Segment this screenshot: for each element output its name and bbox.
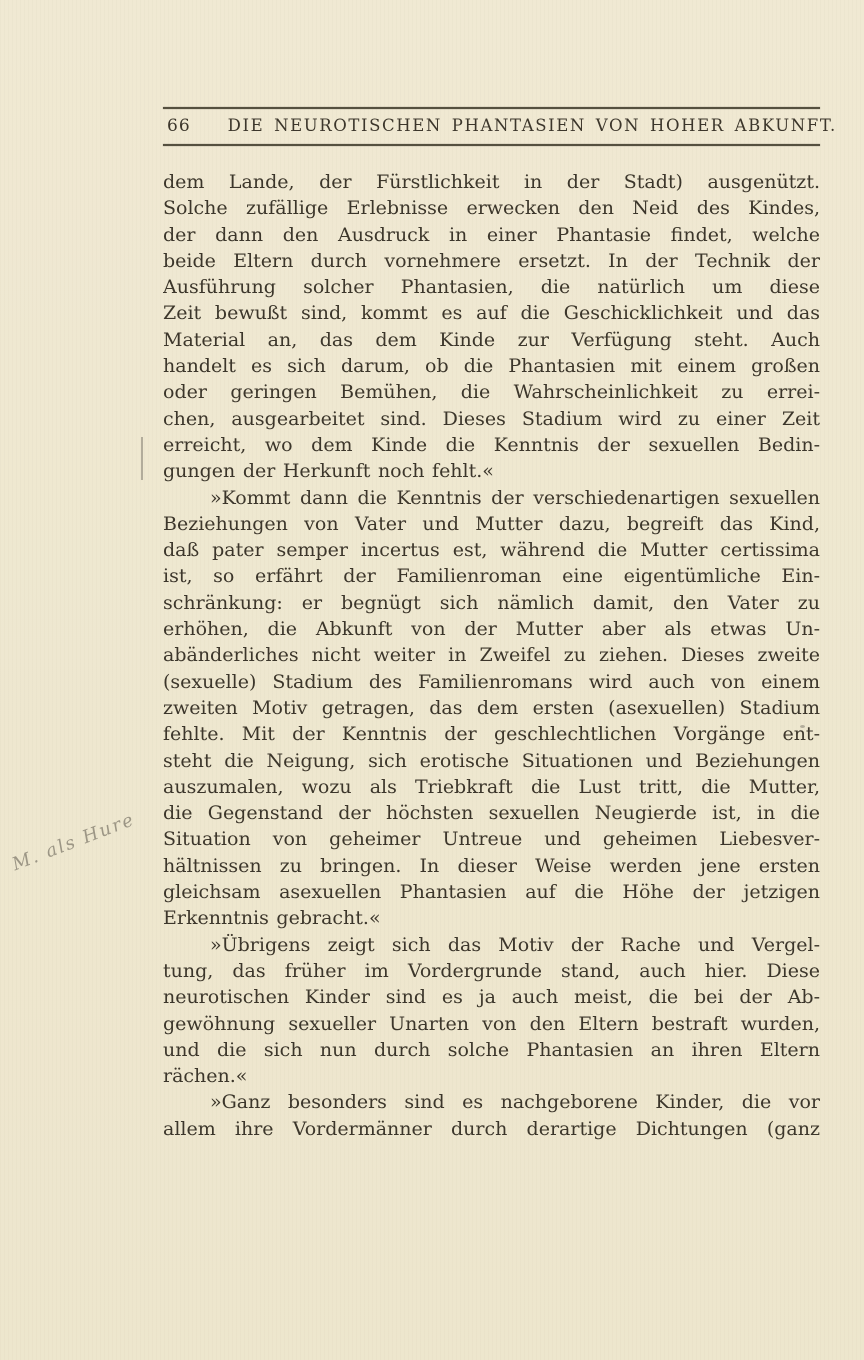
text-line: erhöhen, die Abkunft von der Mutter aber als etwas Un- [163, 618, 820, 641]
text-line: »Übrigens zeigt sich das Motiv der Rache und Vergel- [210, 933, 820, 956]
text-line: fehlte. Mit der Kenntnis der geschlechtlichen Vorgänge ent- [163, 723, 820, 746]
text-line: schränkung: er begnügt sich nämlich damit, den Vater zu [163, 591, 820, 614]
text-line: abänderliches nicht weiter in Zweifel zu ziehen. Dieses zweite [163, 644, 820, 667]
running-header [163, 107, 837, 146]
text-line: gungen der Herkunft noch fehlt.« [163, 460, 494, 483]
text-line: oder geringen Bemühen, die Wahrscheinlichkeit zu errei- [163, 381, 820, 404]
pencil-margin-line [141, 437, 143, 480]
text-line: allem ihre Vordermänner durch derartige Dichtungen (ganz [163, 1117, 820, 1140]
text-line: Ausführung solcher Phantasien, die natürlich um diese [163, 276, 820, 299]
text-line: (sexuelle) Stadium des Familienromans wird auch von einem [163, 670, 820, 693]
text-line: rächen.« [163, 1065, 248, 1088]
text-line: hältnissen zu bringen. In dieser Weise werden jene ersten [163, 854, 820, 877]
text-line: tung, das früher im Vordergrunde stand, auch hier. Diese [163, 959, 820, 982]
text-line: Solche zufällige Erlebnisse erwecken den Neid des Kindes, [163, 197, 820, 220]
running-title: DIE NEUROTISCHEN PHANTASIEN VON HOHER ABKUNFT. [227, 116, 837, 135]
text-line: daß pater semper incertus est, während die Mutter certissima [163, 539, 820, 562]
text-line: und die sich nun durch solche Phantasien an ihren Eltern [163, 1038, 820, 1061]
text-line: »Kommt dann die Kenntnis der verschiedenartigen sexuellen [210, 486, 820, 509]
text-line: Situation von geheimer Untreue und geheimen Liebesver- [163, 828, 820, 851]
text-line: neurotischen Kinder sind es ja auch meist, die bei der Ab- [163, 986, 820, 1009]
text-line: handelt es sich darum, ob die Phantasien mit einem großen [163, 355, 820, 378]
handwriting-annotation: M. als Hure [9, 809, 138, 876]
text-line: zweiten Motiv getragen, das dem ersten (asexuellen) Stadium [163, 696, 820, 719]
text-line: »Ganz besonders sind es nachgeborene Kinder, die vor [210, 1091, 820, 1114]
text-line: Zeit bewußt sind, kommt es auf die Geschicklichkeit und das [163, 302, 820, 325]
page-number: 66 [167, 116, 191, 136]
text-line: chen, ausgearbeitet sind. Dieses Stadium wird zu einer Zeit [163, 407, 820, 430]
text-line: erreicht, wo dem Kinde die Kenntnis der sexuellen Bedin- [163, 433, 820, 456]
body-text [163, 169, 820, 1142]
text-line: der dann den Ausdruck in einer Phantasie findet, welche [163, 223, 820, 246]
text-line: beide Eltern durch vornehmere ersetzt. In der Technik der [163, 249, 820, 272]
text-line: gewöhnung sexueller Unarten von den Eltern bestraft wurden, [163, 1012, 820, 1035]
text-line: Material an, das dem Kinde zur Verfügung steht. Auch [163, 328, 820, 351]
header-rule-bottom [163, 144, 820, 146]
text-line: auszumalen, wozu als Triebkraft die Lust tritt, die Mutter, [163, 775, 820, 798]
text-line: die Gegenstand der höchsten sexuellen Neugierde ist, in die [163, 802, 820, 825]
text-line: Beziehungen von Vater und Mutter dazu, begreift das Kind, [163, 512, 820, 535]
text-line: Erkenntnis gebracht.« [163, 907, 381, 930]
text-line: gleichsam asexuellen Phantasien auf die Höhe der jetzigen [163, 881, 820, 904]
text-line: ist, so erfährt der Familienroman eine eigentümliche Ein- [163, 565, 820, 588]
text-line: steht die Neigung, sich erotische Situationen und Beziehungen [163, 749, 820, 772]
text-line: dem Lande, der Fürstlichkeit in der Stadt) ausgenützt. [163, 171, 820, 193]
header-row [163, 109, 837, 144]
